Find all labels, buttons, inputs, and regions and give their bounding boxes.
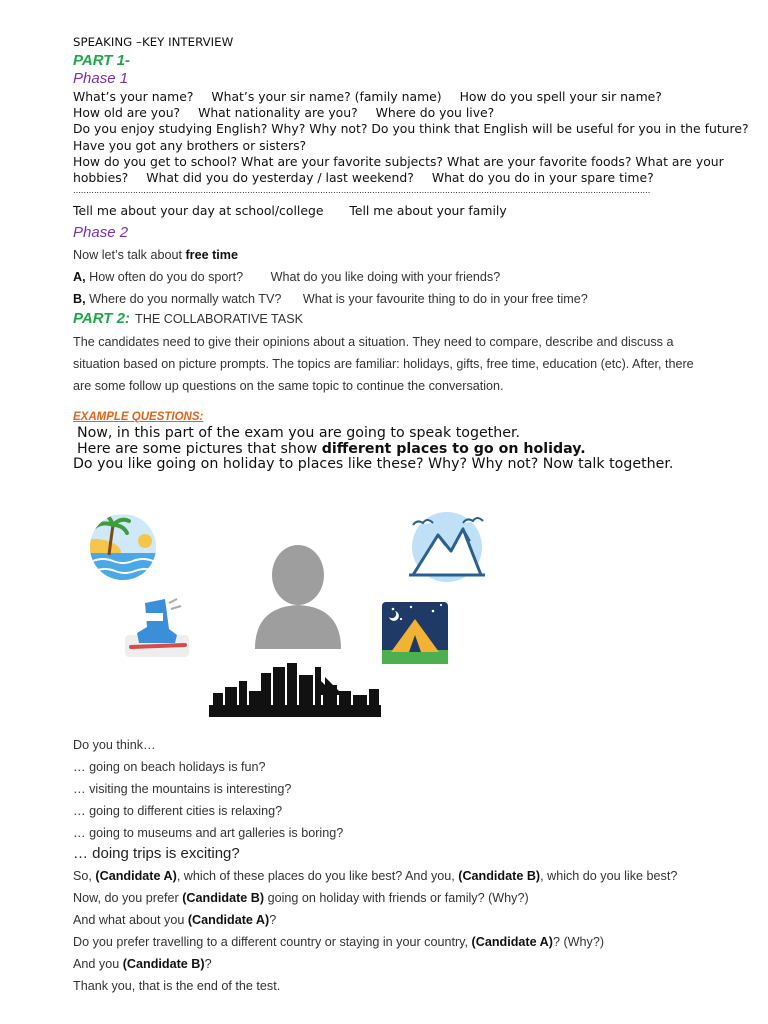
mountain-icon <box>409 512 485 582</box>
phase1-label: Phase 1 <box>73 70 129 87</box>
example-questions-label: EXAMPLE QUESTIONS: <box>73 411 204 423</box>
dotted-separator: …………………………………………………………………………………………………………………………………………………………………………………………………… <box>73 186 651 195</box>
question: What is your favourite thing to do in your free time? <box>302 292 588 306</box>
closing-line5 <box>73 957 212 971</box>
text: Do you prefer travelling to a different country or staying in your country, <box>73 935 472 949</box>
text: , which do you like best? <box>540 869 678 883</box>
part1-heading: PART 1- <box>73 52 130 69</box>
candidate-b-label: B, <box>73 292 86 306</box>
followup-question: … going to museums and art galleries is boring? <box>73 826 344 840</box>
candidate-a-label: (Candidate A) <box>95 869 177 883</box>
question: Where do you live? <box>375 105 495 120</box>
part2-description <box>73 331 718 397</box>
person-icon <box>255 545 341 649</box>
candidate-a-label: A, <box>73 270 86 284</box>
beach-icon <box>73 513 160 585</box>
camping-tent-icon <box>382 602 448 664</box>
question: What’s your sir name? (family name) <box>211 89 442 104</box>
question: What did you do yesterday / last weekend? <box>146 170 414 185</box>
text: Now, do you prefer <box>73 891 183 905</box>
example-line1: Now, in this part of the exam you are going to speak together. <box>77 425 521 441</box>
text: ? <box>204 957 212 971</box>
part2-heading: PART 2: <box>73 310 130 327</box>
text: And you <box>73 957 123 971</box>
example-text: Here are some pictures that show <box>77 441 322 457</box>
question: What do you do in your spare time? <box>431 170 654 185</box>
holiday-pictures-svg <box>73 495 513 725</box>
followup-question: … visiting the mountains is interesting? <box>73 782 292 796</box>
prompt: Tell me about your day at school/college <box>73 203 324 218</box>
closing-line4 <box>73 935 604 949</box>
question: What’s your name? <box>73 89 194 104</box>
followup-question: … going on beach holidays is fun? <box>73 760 266 774</box>
phase2-intro <box>73 248 238 262</box>
candidate-b-label: (Candidate B) <box>458 869 541 883</box>
phase1-line3: Do you enjoy studying English? Why? Why not? Do you think that English will be useful for you in the future? <box>73 121 749 136</box>
phase1-line4: Have you got any brothers or sisters? <box>73 138 307 153</box>
phase1-line6 <box>73 170 654 185</box>
candidate-b-label: (Candidate B) <box>182 891 265 905</box>
text: So, <box>73 869 96 883</box>
closing-line3 <box>73 913 276 927</box>
question: How do you spell your sir name? <box>459 89 662 104</box>
question: How often do you do sport? <box>89 270 244 284</box>
example-line2 <box>77 441 586 457</box>
phase1-line5: How do you get to school? What are your favorite subjects? What are your favorite foods? What are your <box>73 154 724 169</box>
prompt: Tell me about your family <box>349 203 507 218</box>
part2-subheading: THE COLLABORATIVE TASK <box>135 312 304 326</box>
question: Where do you normally watch TV? <box>89 292 282 306</box>
part2-heading-line <box>73 308 303 327</box>
question: hobbies? <box>73 170 129 185</box>
phase1-line2 <box>73 105 494 120</box>
example-line3: Do you like going on holiday to places like these? Why? Why not? Now talk together. <box>73 456 674 472</box>
example-bold: different places to go on holiday. <box>321 441 586 457</box>
text: And what about you <box>73 913 188 927</box>
description-line: situation based on picture prompts. The topics are familiar: holidays, gifts, free time, education (etc). After, there <box>73 357 694 371</box>
text: ? <box>269 913 277 927</box>
phase1-line1 <box>73 89 662 104</box>
candidate-b-label: (Candidate B) <box>122 957 205 971</box>
phase2-a-line <box>73 270 500 284</box>
closing-line1 <box>73 869 677 883</box>
question: What do you like doing with your friends? <box>270 270 501 284</box>
city-skyline-icon <box>209 663 381 717</box>
text: , which of these places do you like best? And you, <box>176 869 459 883</box>
intro-text: Now let’s talk about <box>73 248 186 262</box>
question: How old are you? <box>73 105 181 120</box>
phase2-label: Phase 2 <box>73 224 129 241</box>
candidate-a-label: (Candidate A) <box>471 935 553 949</box>
closing-line2 <box>73 891 529 905</box>
question: What nationality are you? <box>198 105 358 120</box>
phase1-tell-line <box>73 203 507 218</box>
document-title: SPEAKING –KEY INTERVIEW <box>73 35 234 49</box>
candidate-a-label: (Candidate A) <box>187 913 270 927</box>
intro-bold: free time <box>185 248 238 262</box>
description-line: are some follow up questions on the same topic to continue the conversation. <box>73 379 504 393</box>
description-line: The candidates need to give their opinions about a situation. They need to compare, describe and discuss a <box>73 335 674 349</box>
followup-question: … going to different cities is relaxing? <box>73 804 283 818</box>
followup-intro: Do you think… <box>73 738 156 752</box>
ski-boot-icon <box>125 599 189 657</box>
closing-line6: Thank you, that is the end of the test. <box>73 979 281 993</box>
holiday-pictures <box>73 495 513 725</box>
text: going on holiday with friends or family? (Why?) <box>264 891 529 905</box>
text: ? (Why?) <box>552 935 605 949</box>
phase2-b-line <box>73 292 588 306</box>
followup-question: … doing trips is exciting? <box>73 845 240 862</box>
